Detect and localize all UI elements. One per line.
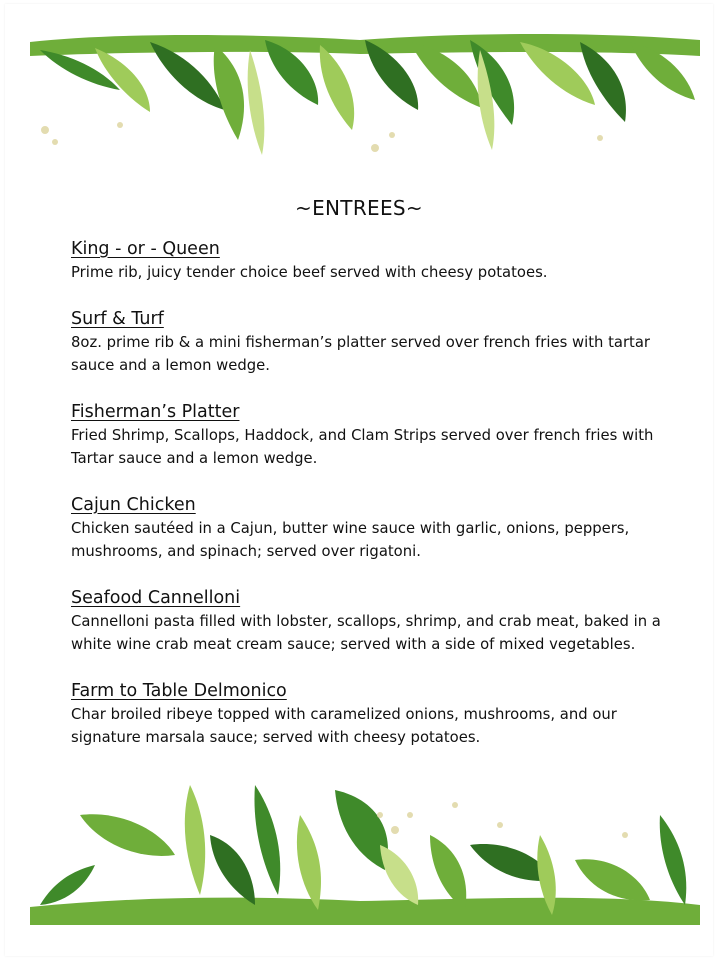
leaf-garland-bottom bbox=[0, 775, 718, 925]
leaf-garland-top-leaves bbox=[30, 34, 700, 155]
leaf-garland-top bbox=[0, 30, 718, 165]
leaf-garland-bottom-leaves bbox=[30, 785, 700, 925]
entree-description: Chicken sautéed in a Cajun, butter wine sauce with garlic, onions, peppers, mushrooms, and spinach; served over rigatoni. bbox=[71, 520, 630, 560]
list-item bbox=[71, 308, 671, 377]
entree-description: Cannelloni pasta filled with lobster, scallops, shrimp, and crab meat, baked in a white wine crab meat cream sauce; served with a side of mixed vegetables. bbox=[71, 613, 661, 653]
list-item bbox=[71, 680, 671, 749]
entree-description: 8oz. prime rib & a mini fisherman’s platter served over french fries with tartar sauce and a lemon wedge. bbox=[71, 334, 650, 374]
entree-list bbox=[71, 238, 671, 773]
entree-name: Surf & Turf bbox=[71, 309, 164, 329]
entree-description: Fried Shrimp, Scallops, Haddock, and Clam Strips served over french fries with Tartar sauce and a lemon wedge. bbox=[71, 427, 654, 467]
entree-name: King - or - Queen bbox=[71, 239, 220, 259]
list-item bbox=[71, 494, 671, 563]
entree-description: Prime rib, juicy tender choice beef served with cheesy potatoes. bbox=[71, 264, 548, 281]
entree-name: Farm to Table Delmonico bbox=[71, 681, 287, 701]
list-item bbox=[71, 587, 671, 656]
page-title: ~ENTREES~ bbox=[295, 196, 423, 220]
list-item bbox=[71, 401, 671, 470]
list-item bbox=[71, 238, 671, 284]
entree-name: Cajun Chicken bbox=[71, 495, 196, 515]
entree-name: Seafood Cannelloni bbox=[71, 588, 241, 608]
entree-description: Char broiled ribeye topped with caramelized onions, mushrooms, and our signature marsala sauce; served with cheesy potatoes. bbox=[71, 706, 617, 746]
entree-name: Fisherman’s Platter bbox=[71, 402, 240, 422]
